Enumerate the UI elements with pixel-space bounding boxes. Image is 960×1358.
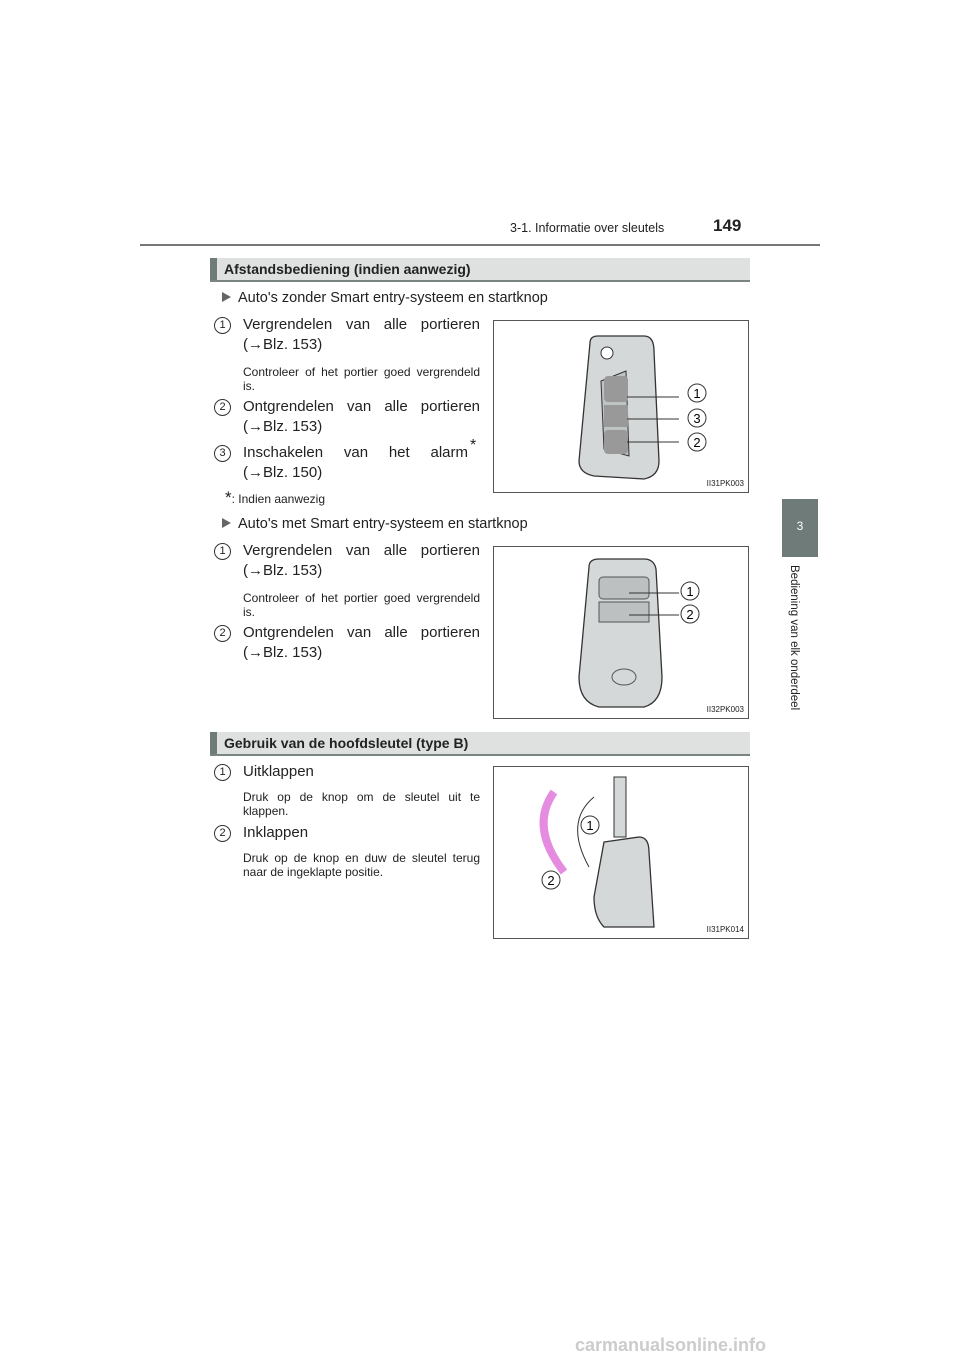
item-number: 3 <box>214 445 231 462</box>
figure-master-key <box>493 766 749 939</box>
page-ref: (→Blz. 150) <box>243 464 323 481</box>
section-heading: Gebruik van de hoofdsleutel (type B) <box>210 732 750 756</box>
item-number: 1 <box>214 764 231 781</box>
chapter-tab[interactable]: 3 <box>782 499 818 557</box>
item-text: Inschakelen van het alarm <box>243 444 468 461</box>
item-note: Controleer of het portier goed vergrendeld is. <box>243 365 480 393</box>
item-text: Ontgrendelen van alle portieren <box>243 398 480 415</box>
callout: 1 <box>586 818 594 833</box>
section-heading: Afstandsbediening (indien aanwezig) <box>210 258 750 282</box>
page-ref: (→Blz. 153) <box>243 336 323 353</box>
header-rule <box>140 244 820 246</box>
callout: 1 <box>686 584 694 599</box>
item-note: Druk op de knop om de sleutel uit te klappen. <box>243 790 480 818</box>
footnote: *: Indien aanwezig <box>225 488 326 507</box>
item-note: Druk op de knop en duw de sleutel terug naar de ingeklapte positie. <box>243 851 480 879</box>
footnote-mark: * <box>470 437 477 454</box>
item-number: 2 <box>214 625 231 642</box>
callout: 3 <box>693 411 701 426</box>
item-number: 1 <box>214 317 231 334</box>
item-number: 2 <box>214 825 231 842</box>
triangle-icon <box>222 292 231 302</box>
figure-key-fob-flip <box>493 320 749 493</box>
smart-key-illustration <box>494 547 748 718</box>
callout: 1 <box>693 386 701 401</box>
item-note: Controleer of het portier goed vergrendeld is. <box>243 591 480 619</box>
figure-smart-key <box>493 546 749 719</box>
triangle-icon <box>222 518 231 528</box>
item-text: Ontgrendelen van alle portieren <box>243 624 480 641</box>
figure-code: II31PK014 <box>706 925 744 934</box>
page-ref: (→Blz. 153) <box>243 418 323 435</box>
master-key-illustration <box>494 767 748 938</box>
item-number: 1 <box>214 543 231 560</box>
item-number: 2 <box>214 399 231 416</box>
callout: 2 <box>693 435 701 450</box>
subsection-title: Auto's met Smart entry-systeem en startknop <box>222 516 528 532</box>
header-section: 3-1. Informatie over sleutels <box>510 221 665 235</box>
figure-code: II31PK003 <box>706 479 744 488</box>
page-ref: (→Blz. 153) <box>243 562 323 579</box>
watermark: carmanualsonline.info <box>575 1335 767 1355</box>
page-number: 149 <box>713 216 742 235</box>
item-text: Uitklappen <box>243 763 314 780</box>
chapter-title: Bediening van elk onderdeel <box>788 565 800 711</box>
item-text: Inklappen <box>243 824 309 841</box>
item-text: Vergrendelen van alle portieren <box>243 542 480 559</box>
page-ref: (→Blz. 153) <box>243 644 323 661</box>
figure-code: II32PK003 <box>706 705 744 714</box>
callout: 2 <box>686 607 694 622</box>
callout: 2 <box>547 873 555 888</box>
flip-key-illustration <box>494 321 748 492</box>
item-text: Vergrendelen van alle portieren <box>243 316 480 333</box>
subsection-title: Auto's zonder Smart entry-systeem en startknop <box>222 290 548 306</box>
